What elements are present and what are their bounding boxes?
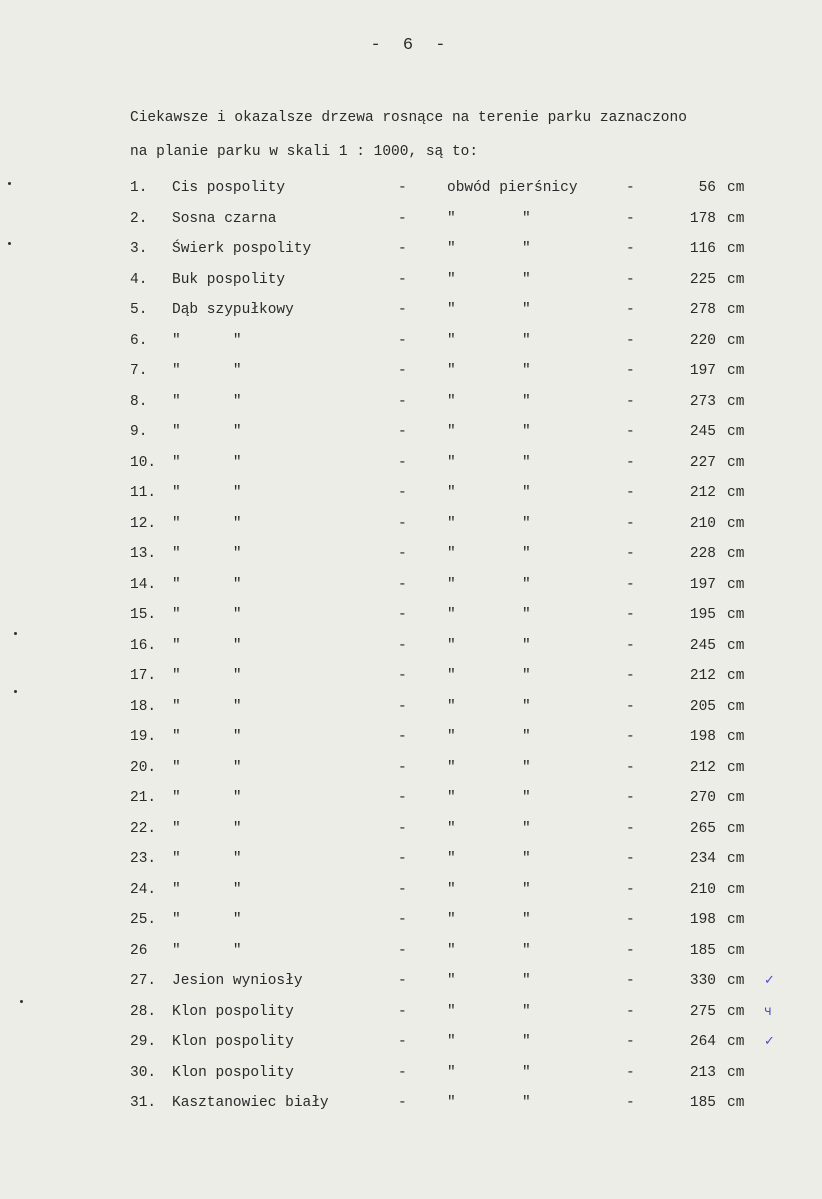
tree-row	[0, 577, 822, 599]
unit-label: cm	[727, 973, 745, 989]
dash: -	[398, 729, 407, 745]
row-number: 20.	[130, 759, 157, 776]
tree-row	[0, 333, 822, 355]
ditto-mark: "	[522, 729, 531, 745]
unit-label: cm	[727, 1095, 745, 1111]
row-number: 9.	[130, 424, 148, 440]
circumference-value: 185	[689, 942, 716, 959]
unit-label: cm	[727, 881, 745, 898]
circumference-value: 195	[689, 607, 716, 623]
ditto-mark: "	[522, 515, 531, 532]
dash: -	[626, 1034, 635, 1050]
ditto-mark: "	[522, 820, 531, 837]
dash: -	[626, 973, 635, 989]
row-number: 4.	[130, 271, 148, 288]
dash: -	[398, 698, 407, 715]
page-number: - 6 -	[370, 36, 452, 55]
ditto-mark: "	[447, 607, 456, 623]
circumference-value: 116	[689, 241, 716, 257]
unit-label: cm	[727, 393, 745, 410]
row-number: 21.	[130, 790, 157, 806]
dash: -	[398, 241, 407, 257]
dash: -	[398, 210, 407, 227]
unit-label: cm	[727, 1064, 745, 1081]
unit-label: cm	[727, 790, 745, 806]
ditto-mark: "	[447, 1095, 456, 1111]
tree-name: Świerk pospolity	[172, 241, 312, 257]
tree-row	[0, 424, 822, 446]
tree-name: " "	[172, 759, 242, 776]
ditto-mark: "	[522, 912, 531, 928]
dash: -	[626, 515, 635, 532]
tree-row	[0, 1095, 822, 1117]
ditto-mark: "	[447, 851, 456, 867]
circumference-value: 197	[689, 576, 716, 593]
dash: -	[398, 1003, 407, 1020]
tree-row	[0, 241, 822, 263]
measure-label: obwód pierśnicy	[447, 180, 578, 196]
unit-label: cm	[727, 210, 745, 227]
unit-label: cm	[727, 241, 745, 257]
tree-row	[0, 211, 822, 233]
dash: -	[626, 851, 635, 867]
ditto-mark: "	[522, 363, 531, 379]
dash: -	[398, 912, 407, 928]
ditto-mark: "	[522, 485, 531, 501]
dash: -	[626, 820, 635, 837]
unit-label: cm	[727, 271, 745, 288]
row-number: 5.	[130, 302, 148, 318]
ditto-mark: "	[447, 271, 456, 288]
tree-name: Klon pospolity	[172, 1064, 294, 1081]
tree-name: " "	[172, 363, 242, 379]
tree-name: " "	[172, 485, 242, 501]
tree-name: " "	[172, 820, 242, 837]
dash: -	[626, 332, 635, 349]
tree-name: " "	[172, 576, 242, 593]
row-number: 30.	[130, 1064, 157, 1081]
unit-label: cm	[727, 1003, 745, 1020]
tree-name: " "	[172, 515, 242, 532]
ditto-mark: "	[447, 1003, 456, 1020]
punch-mark	[20, 1000, 23, 1003]
dash: -	[398, 820, 407, 837]
dash: -	[626, 424, 635, 440]
tree-row	[0, 607, 822, 629]
ditto-mark: "	[522, 607, 531, 623]
tree-name: Kasztanowiec biały	[172, 1095, 329, 1111]
tree-name: Klon pospolity	[172, 1034, 294, 1050]
dash: -	[398, 1034, 407, 1050]
ditto-mark: "	[447, 515, 456, 532]
tree-row	[0, 699, 822, 721]
tree-row	[0, 272, 822, 294]
tree-name: " "	[172, 912, 242, 928]
ditto-mark: "	[447, 820, 456, 837]
dash: -	[626, 393, 635, 410]
circumference-value: 225	[689, 271, 716, 288]
row-number: 19.	[130, 729, 157, 745]
ditto-mark: "	[522, 637, 531, 654]
circumference-value: 185	[689, 1095, 716, 1111]
tree-row	[0, 882, 822, 904]
unit-label: cm	[727, 180, 745, 196]
dash: -	[398, 180, 407, 196]
circumference-value: 273	[689, 393, 716, 410]
ditto-mark: "	[447, 881, 456, 898]
ditto-mark: "	[522, 210, 531, 227]
tree-row	[0, 485, 822, 507]
circumference-value: 213	[689, 1064, 716, 1081]
unit-label: cm	[727, 424, 745, 440]
ditto-mark: "	[447, 790, 456, 806]
circumference-value: 227	[689, 454, 716, 471]
dash: -	[398, 546, 407, 562]
ditto-mark: "	[447, 1034, 456, 1050]
row-number: 17.	[130, 668, 157, 684]
tree-row	[0, 638, 822, 660]
ditto-mark: "	[447, 454, 456, 471]
dash: -	[398, 302, 407, 318]
ditto-mark: "	[522, 241, 531, 257]
dash: -	[398, 668, 407, 684]
circumference-value: 210	[689, 515, 716, 532]
unit-label: cm	[727, 668, 745, 684]
unit-label: cm	[727, 729, 745, 745]
row-number: 18.	[130, 698, 157, 715]
tree-name: " "	[172, 729, 242, 745]
tree-row	[0, 1065, 822, 1087]
dash: -	[398, 790, 407, 806]
tree-name: " "	[172, 942, 242, 959]
row-number: 26	[130, 942, 148, 959]
dash: -	[398, 515, 407, 532]
unit-label: cm	[727, 759, 745, 776]
ditto-mark: "	[522, 424, 531, 440]
dash: -	[398, 759, 407, 776]
ditto-mark: "	[447, 424, 456, 440]
tree-name: " "	[172, 393, 242, 410]
ditto-mark: "	[447, 546, 456, 562]
dash: -	[398, 424, 407, 440]
circumference-value: 278	[689, 302, 716, 318]
dash: -	[398, 576, 407, 593]
circumference-value: 234	[689, 851, 716, 867]
dash: -	[626, 210, 635, 227]
unit-label: cm	[727, 302, 745, 318]
row-number: 29.	[130, 1034, 157, 1050]
tree-name: " "	[172, 607, 242, 623]
ditto-mark: "	[447, 942, 456, 959]
circumference-value: 197	[689, 363, 716, 379]
intro-line-1: Ciekawsze i okazalsze drzewa rosnące na terenie parku zaznaczono	[130, 110, 687, 126]
dash: -	[398, 454, 407, 471]
handwritten-check-mark: ✓	[764, 973, 775, 988]
intro-line-2: na planie parku w skali 1 : 1000, są to:	[130, 144, 479, 160]
ditto-mark: "	[522, 332, 531, 349]
tree-row	[0, 455, 822, 477]
row-number: 3.	[130, 241, 148, 257]
unit-label: cm	[727, 912, 745, 928]
circumference-value: 220	[689, 332, 716, 349]
tree-name: Sosna czarna	[172, 210, 277, 227]
ditto-mark: "	[447, 1064, 456, 1081]
circumference-value: 56	[698, 180, 716, 196]
ditto-mark: "	[522, 546, 531, 562]
ditto-mark: "	[447, 485, 456, 501]
dash: -	[626, 485, 635, 501]
tree-name: " "	[172, 668, 242, 684]
dash: -	[626, 668, 635, 684]
circumference-value: 198	[689, 912, 716, 928]
row-number: 31.	[130, 1095, 157, 1111]
dash: -	[626, 271, 635, 288]
dash: -	[626, 790, 635, 806]
ditto-mark: "	[522, 1095, 531, 1111]
dash: -	[626, 1003, 635, 1020]
tree-name: " "	[172, 881, 242, 898]
circumference-value: 275	[689, 1003, 716, 1020]
unit-label: cm	[727, 637, 745, 654]
row-number: 12.	[130, 515, 157, 532]
dash: -	[626, 1095, 635, 1111]
row-number: 28.	[130, 1003, 157, 1020]
tree-name: " "	[172, 698, 242, 715]
ditto-mark: "	[522, 393, 531, 410]
ditto-mark: "	[447, 393, 456, 410]
circumference-value: 245	[689, 424, 716, 440]
ditto-mark: "	[447, 973, 456, 989]
ditto-mark: "	[522, 1003, 531, 1020]
row-number: 25.	[130, 912, 157, 928]
ditto-mark: "	[447, 637, 456, 654]
tree-name: Buk pospolity	[172, 271, 286, 288]
dash: -	[626, 454, 635, 471]
dash: -	[398, 942, 407, 959]
unit-label: cm	[727, 576, 745, 593]
circumference-value: 212	[689, 485, 716, 501]
tree-name: " "	[172, 851, 242, 867]
ditto-mark: "	[522, 759, 531, 776]
row-number: 8.	[130, 393, 148, 410]
ditto-mark: "	[447, 576, 456, 593]
tree-row	[0, 760, 822, 782]
ditto-mark: "	[447, 668, 456, 684]
tree-row	[0, 790, 822, 812]
dash: -	[398, 607, 407, 623]
row-number: 15.	[130, 607, 157, 623]
tree-name: " "	[172, 790, 242, 806]
unit-label: cm	[727, 515, 745, 532]
tree-row	[0, 912, 822, 934]
unit-label: cm	[727, 698, 745, 715]
row-number: 27.	[130, 973, 157, 989]
ditto-mark: "	[522, 942, 531, 959]
ditto-mark: "	[447, 729, 456, 745]
circumference-value: 270	[689, 790, 716, 806]
dash: -	[626, 363, 635, 379]
ditto-mark: "	[447, 332, 456, 349]
ditto-mark: "	[522, 851, 531, 867]
circumference-value: 212	[689, 759, 716, 776]
unit-label: cm	[727, 607, 745, 623]
dash: -	[398, 637, 407, 654]
ditto-mark: "	[447, 241, 456, 257]
row-number: 14.	[130, 576, 157, 593]
row-number: 23.	[130, 851, 157, 867]
dash: -	[398, 881, 407, 898]
tree-row	[0, 668, 822, 690]
ditto-mark: "	[522, 668, 531, 684]
dash: -	[626, 942, 635, 959]
dash: -	[626, 1064, 635, 1081]
tree-row	[0, 821, 822, 843]
tree-name: " "	[172, 546, 242, 562]
ditto-mark: "	[447, 302, 456, 318]
tree-name: " "	[172, 637, 242, 654]
dash: -	[626, 302, 635, 318]
tree-name: Klon pospolity	[172, 1003, 294, 1020]
row-number: 2.	[130, 210, 148, 227]
unit-label: cm	[727, 1034, 745, 1050]
row-number: 6.	[130, 332, 148, 349]
unit-label: cm	[727, 820, 745, 837]
circumference-value: 228	[689, 546, 716, 562]
unit-label: cm	[727, 363, 745, 379]
unit-label: cm	[727, 942, 745, 959]
ditto-mark: "	[522, 576, 531, 593]
dash: -	[626, 698, 635, 715]
dash: -	[626, 546, 635, 562]
circumference-value: 245	[689, 637, 716, 654]
unit-label: cm	[727, 851, 745, 867]
dash: -	[626, 881, 635, 898]
handwritten-check-mark: ч	[764, 1003, 772, 1019]
dash: -	[398, 1064, 407, 1081]
ditto-mark: "	[447, 759, 456, 776]
ditto-mark: "	[522, 790, 531, 806]
circumference-value: 212	[689, 668, 716, 684]
dash: -	[398, 485, 407, 501]
tree-row	[0, 1034, 822, 1056]
unit-label: cm	[727, 485, 745, 501]
dash: -	[398, 851, 407, 867]
dash: -	[398, 1095, 407, 1111]
tree-name: " "	[172, 424, 242, 440]
tree-name: Cis pospolity	[172, 180, 286, 196]
row-number: 22.	[130, 820, 157, 837]
tree-name: " "	[172, 332, 242, 349]
tree-row	[0, 729, 822, 751]
circumference-value: 205	[689, 698, 716, 715]
dash: -	[398, 332, 407, 349]
dash: -	[398, 363, 407, 379]
circumference-value: 330	[689, 973, 716, 989]
row-number: 1.	[130, 180, 148, 196]
unit-label: cm	[727, 332, 745, 349]
handwritten-check-mark: ✓	[764, 1034, 775, 1049]
tree-row	[0, 302, 822, 324]
dash: -	[626, 607, 635, 623]
ditto-mark: "	[522, 1034, 531, 1050]
circumference-value: 210	[689, 881, 716, 898]
dash: -	[398, 271, 407, 288]
ditto-mark: "	[522, 1064, 531, 1081]
circumference-value: 264	[689, 1034, 716, 1050]
tree-name: Dąb szypułkowy	[172, 302, 294, 318]
tree-row	[0, 851, 822, 873]
ditto-mark: "	[522, 881, 531, 898]
dash: -	[398, 973, 407, 989]
tree-name: " "	[172, 454, 242, 471]
row-number: 11.	[130, 485, 157, 501]
ditto-mark: "	[522, 973, 531, 989]
tree-name: Jesion wyniosły	[172, 973, 303, 989]
punch-mark	[14, 632, 17, 635]
tree-row	[0, 363, 822, 385]
punch-mark	[8, 242, 11, 245]
tree-row	[0, 943, 822, 965]
dash: -	[626, 759, 635, 776]
ditto-mark: "	[447, 698, 456, 715]
tree-row	[0, 973, 822, 995]
row-number: 13.	[130, 546, 157, 562]
tree-row	[0, 180, 822, 202]
ditto-mark: "	[522, 271, 531, 288]
dash: -	[626, 637, 635, 654]
punch-mark	[8, 182, 11, 185]
row-number: 24.	[130, 881, 157, 898]
circumference-value: 178	[689, 210, 716, 227]
dash: -	[626, 241, 635, 257]
row-number: 7.	[130, 363, 148, 379]
dash: -	[398, 393, 407, 410]
punch-mark	[14, 690, 17, 693]
tree-row	[0, 1004, 822, 1026]
dash: -	[626, 576, 635, 593]
ditto-mark: "	[447, 210, 456, 227]
ditto-mark: "	[522, 454, 531, 471]
ditto-mark: "	[447, 363, 456, 379]
ditto-mark: "	[522, 698, 531, 715]
circumference-value: 198	[689, 729, 716, 745]
row-number: 16.	[130, 637, 157, 654]
unit-label: cm	[727, 546, 745, 562]
tree-row	[0, 394, 822, 416]
tree-row	[0, 516, 822, 538]
dash: -	[626, 180, 635, 196]
ditto-mark: "	[522, 302, 531, 318]
unit-label: cm	[727, 454, 745, 471]
row-number: 10.	[130, 454, 157, 471]
dash: -	[626, 912, 635, 928]
circumference-value: 265	[689, 820, 716, 837]
tree-row	[0, 546, 822, 568]
dash: -	[626, 729, 635, 745]
ditto-mark: "	[447, 912, 456, 928]
